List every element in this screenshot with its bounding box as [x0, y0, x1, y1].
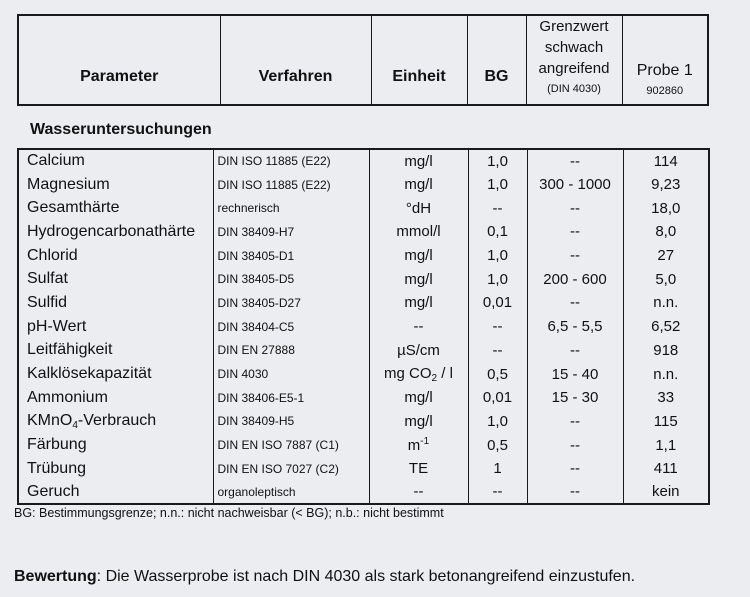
table-row: [18, 315, 709, 339]
probe-cell: 8,0: [623, 220, 709, 244]
einheit-cell: [369, 362, 468, 386]
probe-cell: 6,52: [623, 315, 709, 339]
einheit-cell: mg/l: [369, 173, 468, 197]
einheit-superscript: -1: [420, 436, 430, 448]
table-row: [18, 244, 709, 268]
table-row: [18, 362, 709, 386]
probe-cell: 27: [623, 244, 709, 268]
einheit-cell: mg/l: [369, 267, 468, 291]
grenzwert-cell: --: [527, 291, 623, 315]
bg-cell: --: [468, 339, 527, 363]
table-row: [18, 457, 709, 481]
parameter-cell: Hydrogencarbonathärte: [27, 222, 196, 240]
grenzwert-cell: 15 - 40: [527, 362, 623, 386]
verfahren-cell: DIN 38404-C5: [213, 315, 369, 339]
verfahren-cell: DIN 38405-D5: [213, 267, 369, 291]
table-row: [18, 410, 709, 434]
bg-cell: 0,1: [468, 220, 527, 244]
einheit-cell: mg/l: [369, 149, 468, 173]
bg-cell: 1: [468, 457, 527, 481]
verfahren-cell: DIN 38406-E5-1: [213, 386, 369, 410]
header-bg: BG: [467, 15, 526, 105]
table-row: [18, 267, 709, 291]
bg-cell: 0,01: [468, 386, 527, 410]
einheit-cell: mg/l: [369, 244, 468, 268]
parameter-cell: Gesamthärte: [27, 199, 120, 217]
bg-cell: --: [468, 481, 527, 505]
bg-cell: 0,5: [468, 362, 527, 386]
bg-cell: 0,5: [468, 433, 527, 457]
probe-cell: 115: [623, 410, 709, 434]
bg-cell: 1,0: [468, 410, 527, 434]
header-table: [17, 14, 709, 106]
probe-cell: 114: [623, 149, 709, 173]
verfahren-cell: DIN EN ISO 7887 (C1): [213, 433, 369, 457]
verfahren-cell: DIN 38405-D27: [213, 291, 369, 315]
verfahren-cell: DIN ISO 11885 (E22): [213, 173, 369, 197]
table-row: [18, 481, 709, 505]
parameter-cell: Leitfähigkeit: [27, 341, 113, 359]
bg-cell: 1,0: [468, 173, 527, 197]
einheit-cell: TE: [369, 457, 468, 481]
probe-cell: 1,1: [623, 433, 709, 457]
bewertung-text: : Die Wasserprobe ist nach DIN 4030 als stark betonangreifend einzustufen.: [96, 568, 636, 585]
parameter-cell: Sulfid: [27, 293, 68, 311]
results-table: [17, 148, 710, 505]
einheit-cell: µS/cm: [369, 339, 468, 363]
einheit-cell: mmol/l: [369, 220, 468, 244]
einheit-cell: mg/l: [369, 410, 468, 434]
parameter-cell: pH-Wert: [27, 317, 87, 335]
bg-cell: 1,0: [468, 267, 527, 291]
einheit-cell: °dH: [369, 196, 468, 220]
grenzwert-cell: --: [527, 433, 623, 457]
grenzwert-cell: 15 - 30: [527, 386, 623, 410]
verfahren-cell: DIN EN 27888: [213, 339, 369, 363]
grenzwert-cell: 300 - 1000: [527, 173, 623, 197]
einheit-text: mg CO: [384, 364, 432, 382]
bg-cell: 0,01: [468, 291, 527, 315]
einheit-cell: mg/l: [369, 291, 468, 315]
grenzwert-cell: --: [527, 196, 623, 220]
table-row: [18, 149, 709, 173]
parameter-cell: Färbung: [27, 436, 87, 454]
parameter-text: KMnO: [27, 411, 73, 429]
verfahren-cell: rechnerisch: [213, 196, 369, 220]
verfahren-cell: DIN 38409-H7: [213, 220, 369, 244]
parameter-cell: [18, 410, 213, 434]
grenzwert-cell: --: [527, 410, 623, 434]
parameter-subscript: 4: [72, 419, 78, 431]
verfahren-cell: DIN 38405-D1: [213, 244, 369, 268]
einheit-subscript: 2: [431, 372, 438, 384]
header-grenzwert-line3: angreifend: [538, 60, 610, 77]
probe-cell: 5,0: [623, 267, 709, 291]
grenzwert-cell: --: [527, 244, 623, 268]
header-probe: [622, 15, 708, 105]
einheit-cell: [369, 433, 468, 457]
probe-cell: 18,0: [623, 196, 709, 220]
probe-cell: kein: [623, 481, 709, 505]
parameter-cell: Sulfat: [27, 270, 68, 288]
parameter-text-suffix: -Verbrauch: [77, 411, 157, 429]
einheit-text: m: [407, 437, 421, 455]
parameter-cell: Kalklösekapazität: [27, 365, 152, 383]
probe-cell: 9,23: [623, 173, 709, 197]
probe-cell: n.n.: [623, 291, 709, 315]
grenzwert-cell: --: [527, 457, 623, 481]
table-row: [18, 339, 709, 363]
parameter-cell: Trübung: [27, 459, 86, 477]
abbreviation-note: BG: Bestimmungsgrenze; n.n.: nicht nachweisbar (< BG); n.b.: nicht bestimmt: [14, 506, 444, 520]
grenzwert-cell: --: [527, 220, 623, 244]
header-grenzwert-norm: (DIN 4030): [547, 83, 601, 95]
einheit-text-suffix: / l: [437, 364, 453, 382]
header-einheit: Einheit: [371, 15, 467, 105]
header-verfahren: Verfahren: [220, 15, 371, 105]
grenzwert-cell: --: [527, 481, 623, 505]
table-row: [18, 433, 709, 457]
bg-cell: 1,0: [468, 244, 527, 268]
header-grenzwert-line1: Grenzwert: [539, 18, 609, 35]
bg-cell: 1,0: [468, 149, 527, 173]
bg-cell: --: [468, 315, 527, 339]
verfahren-cell: DIN 38409-H5: [213, 410, 369, 434]
results-table-body: [18, 149, 709, 504]
table-row: [18, 173, 709, 197]
einheit-cell: --: [369, 315, 468, 339]
bg-cell: --: [468, 196, 527, 220]
probe-cell: 33: [623, 386, 709, 410]
verfahren-cell: DIN EN ISO 7027 (C2): [213, 457, 369, 481]
parameter-cell: Calcium: [27, 152, 85, 170]
table-row: [18, 220, 709, 244]
header-probe-label: Probe 1: [636, 62, 693, 79]
bewertung-label: Bewertung: [14, 568, 97, 585]
verfahren-cell: organoleptisch: [213, 481, 369, 505]
table-row: [18, 196, 709, 220]
einheit-cell: mg/l: [369, 386, 468, 410]
verfahren-cell: DIN ISO 11885 (E22): [213, 149, 369, 173]
header-probe-number: 902860: [646, 85, 684, 97]
probe-cell: 918: [623, 339, 709, 363]
grenzwert-cell: 6,5 - 5,5: [527, 315, 623, 339]
header-grenzwert-line2: schwach: [544, 39, 604, 56]
parameter-cell: Magnesium: [27, 175, 110, 193]
verfahren-cell: DIN 4030: [213, 362, 369, 386]
probe-cell: n.n.: [623, 362, 709, 386]
section-title: Wasseruntersuchungen: [30, 121, 212, 138]
parameter-cell: Chlorid: [27, 246, 78, 264]
bewertung: [14, 568, 635, 586]
header-grenzwert: [526, 15, 622, 105]
grenzwert-cell: --: [527, 339, 623, 363]
table-row: [18, 386, 709, 410]
grenzwert-cell: 200 - 600: [527, 267, 623, 291]
parameter-cell: Ammonium: [27, 388, 108, 406]
grenzwert-cell: --: [527, 149, 623, 173]
probe-cell: 411: [623, 457, 709, 481]
einheit-cell: --: [369, 481, 468, 505]
header-parameter: Parameter: [80, 68, 159, 85]
table-row: [18, 291, 709, 315]
parameter-cell: Geruch: [27, 482, 80, 500]
